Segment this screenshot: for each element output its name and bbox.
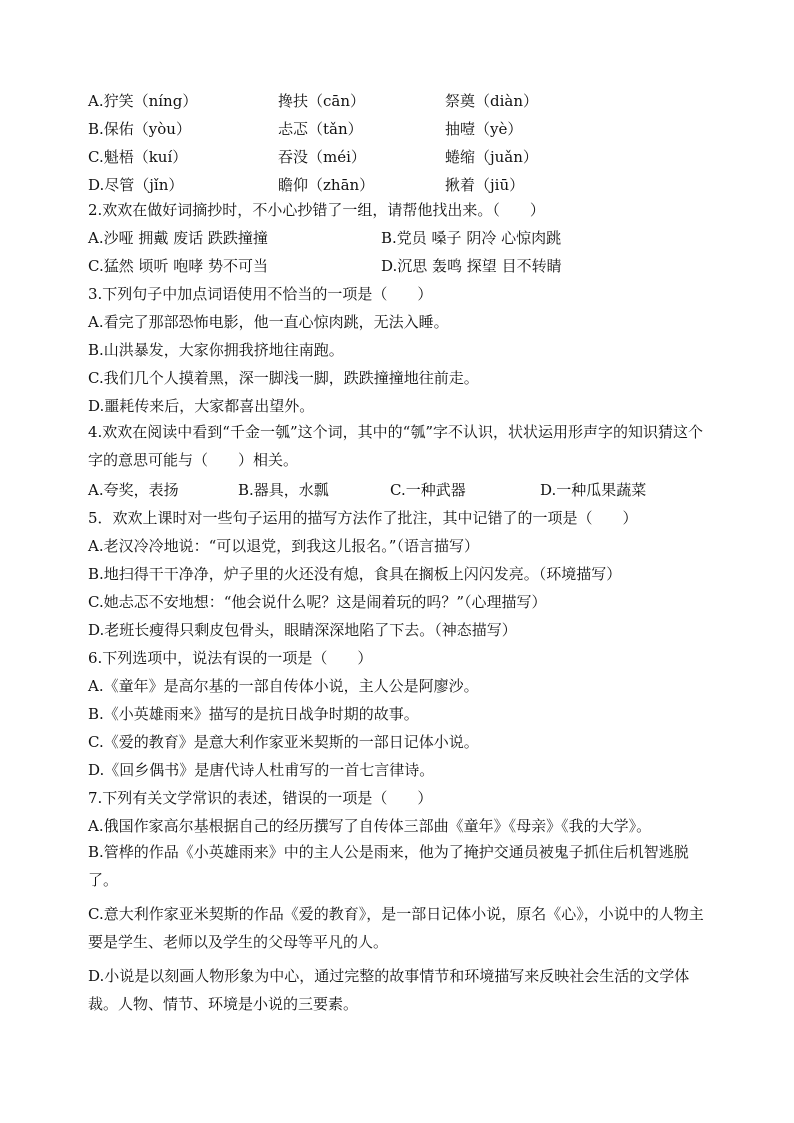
q1-option-a-word3: 祭奠（diàn）	[445, 92, 539, 110]
q1-option-b: B.保佑（yòu）	[88, 120, 191, 138]
q1-option-c: C.魁梧（kuí）	[88, 148, 188, 166]
q5-option-d: D.老班长瘦得只剩皮包骨头，眼睛深深地陷了下去。（神态描写）	[88, 621, 517, 639]
q4-option-c: C.一种武器	[390, 481, 466, 499]
q2-option-d: D.沉思 轰鸣 探望 目不转睛	[381, 257, 562, 275]
q6-stem: 6.下列选项中，说法有误的一项是（ ）	[88, 649, 373, 667]
q1-option-c-word2: 吞没（méi）	[278, 148, 366, 166]
q1-option-a-word2: 搀扶（cān）	[278, 92, 366, 110]
q4-option-b: B.器具，水瓢	[238, 481, 329, 499]
q3-option-a: A.看完了那部恐怖电影，他一直心惊肉跳，无法入睡。	[88, 313, 449, 331]
q7-option-a: A.俄国作家高尔基根据自己的经历撰写了自传体三部曲《童年》《母亲》《我的大学》。	[88, 817, 652, 835]
q5-option-a: A.老汉冷冷地说：“可以退党，到我这儿报名。”（语言描写）	[88, 537, 479, 555]
q1-option-c-word3: 蜷缩（juǎn）	[445, 148, 538, 166]
q5-option-b: B.地扫得干干净净，炉子里的火还没有熄，食具在搁板上闪闪发亮。（环境描写）	[88, 565, 622, 583]
q1-option-d: D.尽管（jǐn）	[88, 176, 184, 194]
q6-option-a: A.《童年》是高尔基的一部自传体小说，主人公是阿廖沙。	[88, 677, 479, 695]
q3-option-d: D.噩耗传来后，大家都喜出望外。	[88, 397, 315, 415]
q6-option-c: C.《爱的教育》是意大利作家亚米契斯的一部日记体小说。	[88, 733, 479, 751]
q4-option-a: A.夸奖，表扬	[88, 481, 179, 499]
q7-option-c: C.意大利作家亚米契斯的作品《爱的教育》，是一部日记体小说，原名《心》，小说中的人物主要是学生、老师以及学生的父母等平凡的人。	[88, 905, 704, 951]
q1-option-d-word2: 瞻仰（zhān）	[278, 176, 375, 194]
q1-option-a: A.狞笑（níng）	[88, 92, 198, 110]
q3-option-c: C.我们几个人摸着黑，深一脚浅一脚，跌跌撞撞地往前走。	[88, 369, 479, 387]
q1-option-d-word3: 揪着（jiū）	[445, 176, 525, 194]
q6-option-b: B.《小英雄雨来》描写的是抗日战争时期的故事。	[88, 705, 419, 723]
q3-stem: 3.下列句子中加点词语使用不恰当的一项是（ ）	[88, 285, 433, 303]
q3-option-b: B.山洪暴发，大家你拥我挤地往南跑。	[88, 341, 344, 359]
q4-option-d: D.一种瓜果蔬菜	[540, 481, 647, 499]
q5-stem: 5．欢欢上课时对一些句子运用的描写方法作了批注，其中记错了的一项是（ ）	[88, 509, 638, 527]
q4-stem: 4.欢欢在阅读中看到“千金一瓠”这个词，其中的“瓠”字不认识，状状运用形声字的知识猜这个字的意思可能与（ ）相关。	[88, 423, 703, 469]
q6-option-d: D.《回乡偶书》是唐代诗人杜甫写的一首七言律诗。	[88, 761, 435, 779]
q2-option-b: B.党员 嗓子 阴冷 心惊肉跳	[381, 229, 562, 247]
q7-option-b: B.管桦的作品《小英雄雨来》中的主人公是雨来，他为了掩护交通员被鬼子抓住后机智逃脱了。	[88, 843, 689, 889]
q2-option-a: A.沙哑 拥戴 废话 跌跌撞撞	[88, 229, 268, 247]
q1-option-b-word2: 忐忑（tǎn）	[278, 120, 363, 138]
q5-option-c: C.她忐忑不安地想：“他会说什么呢？这是闹着玩的吗？”（心理描写）	[88, 593, 547, 611]
q7-stem: 7.下列有关文学常识的表述，错误的一项是（ ）	[88, 789, 433, 807]
q2-option-c: C.猛然 顷听 咆哮 势不可当	[88, 257, 269, 275]
q2-stem: 2.欢欢在做好词摘抄时，不小心抄错了一组，请帮他找出来。（ ）	[88, 201, 545, 219]
q7-option-d: D.小说是以刻画人物形象为中心，通过完整的故事情节和环境描写来反映社会生活的文学体裁。人物、情节、环境是小说的三要素。	[88, 967, 690, 1013]
q1-option-b-word3: 抽噎（yè）	[445, 120, 523, 138]
